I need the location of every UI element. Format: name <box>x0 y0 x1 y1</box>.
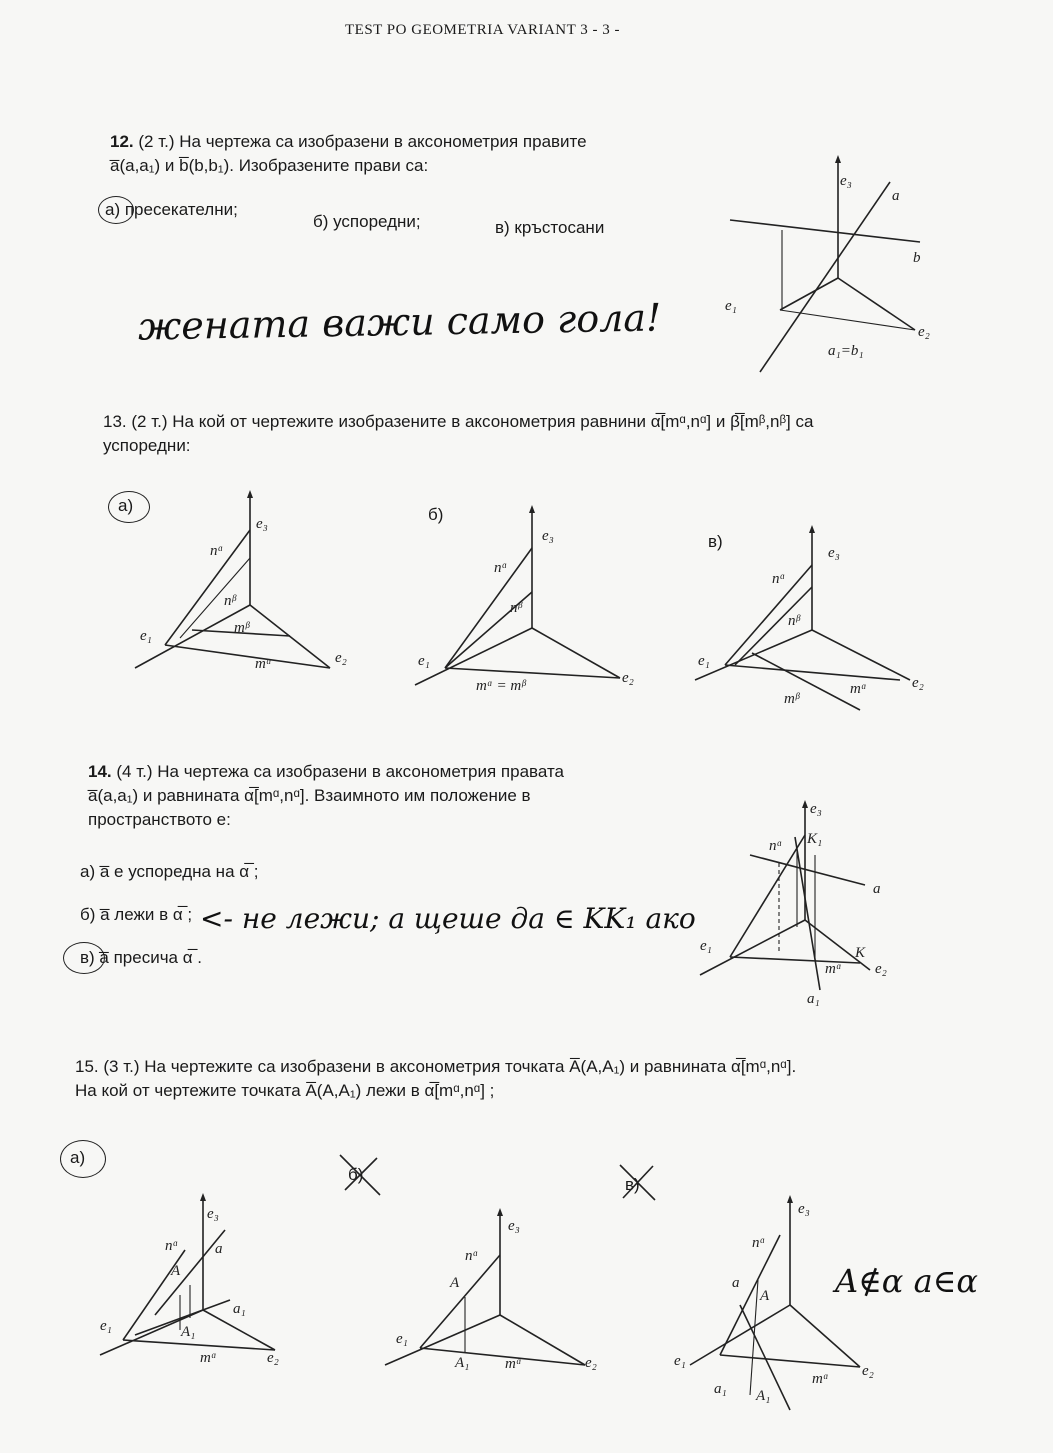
q12-number: 12. <box>110 132 134 151</box>
q14-points: (4 т.) <box>116 762 153 781</box>
q15a-label-na: nᵅ <box>165 1238 179 1254</box>
q15c-label-A: A <box>760 1288 770 1304</box>
q13c-label-e1: e₁ <box>698 653 710 669</box>
q13a-label-na: nᵅ <box>210 543 224 559</box>
q15c-label-A1: A₁ <box>756 1388 771 1404</box>
q15-handwritten-note: A∉α a∈α <box>835 1262 978 1300</box>
q13c-label-e3: e₃ <box>828 545 840 561</box>
q13b-label-e3: e₃ <box>542 528 554 544</box>
q13c-label-e2: e₂ <box>912 675 924 691</box>
q12-line-a: a̅(a,a₁) <box>110 156 161 175</box>
q12-label-a1b1: a₁=b₁ <box>828 343 864 359</box>
q12-option-a[interactable]: а) пресекателни; <box>105 200 238 219</box>
q14-label-e3: e₃ <box>810 801 822 817</box>
q13-figure-a <box>130 490 360 680</box>
q15c-label-e3: e₃ <box>798 1201 810 1217</box>
q15a-label-a: a <box>215 1241 223 1257</box>
q12-label-e2: e₂ <box>918 324 930 340</box>
q15a-label-e3: e₃ <box>207 1206 219 1222</box>
q13b-label-m: mᵅ = mᵝ <box>476 678 526 694</box>
q15c-label-na: nᵅ <box>752 1235 766 1251</box>
q13a-label-mb: mᵝ <box>234 620 250 636</box>
q13-text <box>103 410 983 458</box>
q12-label-a: a <box>892 188 900 204</box>
q13-points: (2 т.) <box>131 412 168 431</box>
q13b-label-e2: e₂ <box>622 670 634 686</box>
q13a-label-e2: e₂ <box>335 650 347 666</box>
q13-number: 13. <box>103 412 127 431</box>
q15a-label-a1: a₁ <box>233 1301 246 1317</box>
q14-text-line1: На чертежа са изобразени в аксонометрия правата <box>157 762 564 781</box>
q15-option-b-cross <box>335 1150 385 1200</box>
q14-label-e1: e₁ <box>700 938 712 954</box>
q13a-label-e3: e₃ <box>256 516 268 532</box>
q15a-label-A1: A₁ <box>181 1324 196 1340</box>
q13-option-c[interactable]: в) <box>708 532 723 551</box>
q12-points: (2 т.) <box>138 132 175 151</box>
q13-option-a[interactable]: а) <box>118 496 134 515</box>
q15a-label-e1: e₁ <box>100 1318 112 1334</box>
q15-figure-a <box>95 1190 305 1370</box>
q12-option-c[interactable]: в) кръстосани <box>495 218 605 237</box>
q13-option-b[interactable]: б) <box>428 505 444 524</box>
q15c-label-a1: a₁ <box>714 1381 727 1397</box>
q13-text-line2: успоредни: <box>103 436 191 455</box>
q14-text <box>88 760 688 832</box>
q14-label-a: a <box>873 881 881 897</box>
q15-figure-b <box>380 1205 610 1380</box>
q15-option-c-cross <box>615 1160 660 1205</box>
q12-label-b: b <box>913 250 921 266</box>
q13a-label-e1: e₁ <box>140 628 152 644</box>
page-header: TEST PO GEOMETRIA VARIANT 3 - 3 - <box>345 22 620 38</box>
q14-label-k: K <box>855 945 866 961</box>
q13-figure-c <box>690 525 950 715</box>
q15c-label-e2: e₂ <box>862 1363 874 1379</box>
q12-handwritten-note: жената важи само гола! <box>137 295 662 349</box>
q13-figure-b <box>410 500 650 695</box>
q15b-label-ma: mᵅ <box>505 1356 522 1372</box>
q15-number: 15. <box>75 1057 99 1076</box>
q14-label-k1: K₁ <box>807 831 823 847</box>
q14-option-b[interactable]: б) a̅ лежи в α̅ ; <box>80 905 193 924</box>
q13a-label-nb: nᵝ <box>224 593 236 609</box>
q13c-label-mb: mᵝ <box>784 691 800 707</box>
q13c-label-na: nᵅ <box>772 571 786 587</box>
q15b-label-A: A <box>450 1275 460 1291</box>
q12-option-b[interactable]: б) успоредни; <box>313 212 421 231</box>
q14-label-ma: mᵅ <box>825 961 842 977</box>
q12-figure <box>720 150 960 365</box>
q15-text <box>75 1055 995 1103</box>
q15-points: (3 т.) <box>103 1057 140 1076</box>
q14-text-line3: пространството е: <box>88 810 231 829</box>
q15-text-line1: На чертежите са изобразени в аксонометрия точката A̅(A,A₁) и равнината α̅[mᵅ,nᵅ]. <box>144 1057 797 1076</box>
q15a-label-A: A <box>171 1263 181 1279</box>
q13-text-line1: На кой от чертежите изобразените в аксонометрия равнини α̅[mᵅ,nᵅ] и β̅[mᵝ,nᵝ] са <box>172 412 814 431</box>
q15-option-b[interactable]: б) <box>348 1165 364 1184</box>
q15a-label-e2: e₂ <box>267 1350 279 1366</box>
q14-option-a[interactable]: а) a̅ е успоредна на α̅ ; <box>80 862 259 881</box>
q15b-label-na: nᵅ <box>465 1248 479 1264</box>
q14-option-c[interactable]: в) a̅ пресича α̅ . <box>80 948 203 967</box>
q14-figure <box>695 795 915 1010</box>
q15c-label-e1: e₁ <box>674 1353 686 1369</box>
q15b-label-e3: e₃ <box>508 1218 520 1234</box>
q12-label-e1: e₁ <box>725 298 737 314</box>
q14-label-a1: a₁ <box>807 991 820 1007</box>
q14-number: 14. <box>88 762 112 781</box>
q13c-label-ma: mᵅ <box>850 681 867 697</box>
q12-text <box>110 130 670 178</box>
q15a-label-ma: mᵅ <box>200 1350 217 1366</box>
q14-label-na: nᵅ <box>769 838 783 854</box>
q14-text-line2: a̅(a,a₁) и равнината α̅[mᵅ,nᵅ]. Взаимното им положение в <box>88 786 531 805</box>
q13a-label-ma: mᵅ <box>255 656 272 672</box>
q13c-label-nb: nᵝ <box>788 613 800 629</box>
q15b-label-e1: e₁ <box>396 1331 408 1347</box>
q13b-label-na: nᵅ <box>494 560 508 576</box>
q13b-label-nb: nᵝ <box>510 600 522 616</box>
q15b-label-A1: A₁ <box>455 1355 470 1371</box>
q15-figure-c <box>670 1195 910 1425</box>
q15c-label-a: a <box>732 1275 740 1291</box>
q12-label-e3: e₃ <box>840 173 852 189</box>
q12-text-line1: На чертежа са изобразени в аксонометрия правите <box>179 132 587 151</box>
q15b-label-e2: e₂ <box>585 1355 597 1371</box>
q12-line-end: . Изобразените прави са: <box>229 156 429 175</box>
q12-line-b: b̅(b,b₁) <box>179 156 230 175</box>
q15-option-c[interactable]: в) <box>625 1175 640 1194</box>
q15c-label-ma: mᵅ <box>812 1371 829 1387</box>
q14-label-e2: e₂ <box>875 961 887 977</box>
q12-line-mid: и <box>160 156 180 175</box>
q15-option-a[interactable]: а) <box>70 1148 86 1167</box>
q15-text-line2: На кой от чертежите точката A̅(A,A₁) лежи в α̅[mᵅ,nᵅ] ; <box>75 1081 495 1100</box>
q14-handwritten-note: <- не лежи; а щеше да ∈ KK₁ ако <box>200 902 696 935</box>
q13b-label-e1: e₁ <box>418 653 430 669</box>
